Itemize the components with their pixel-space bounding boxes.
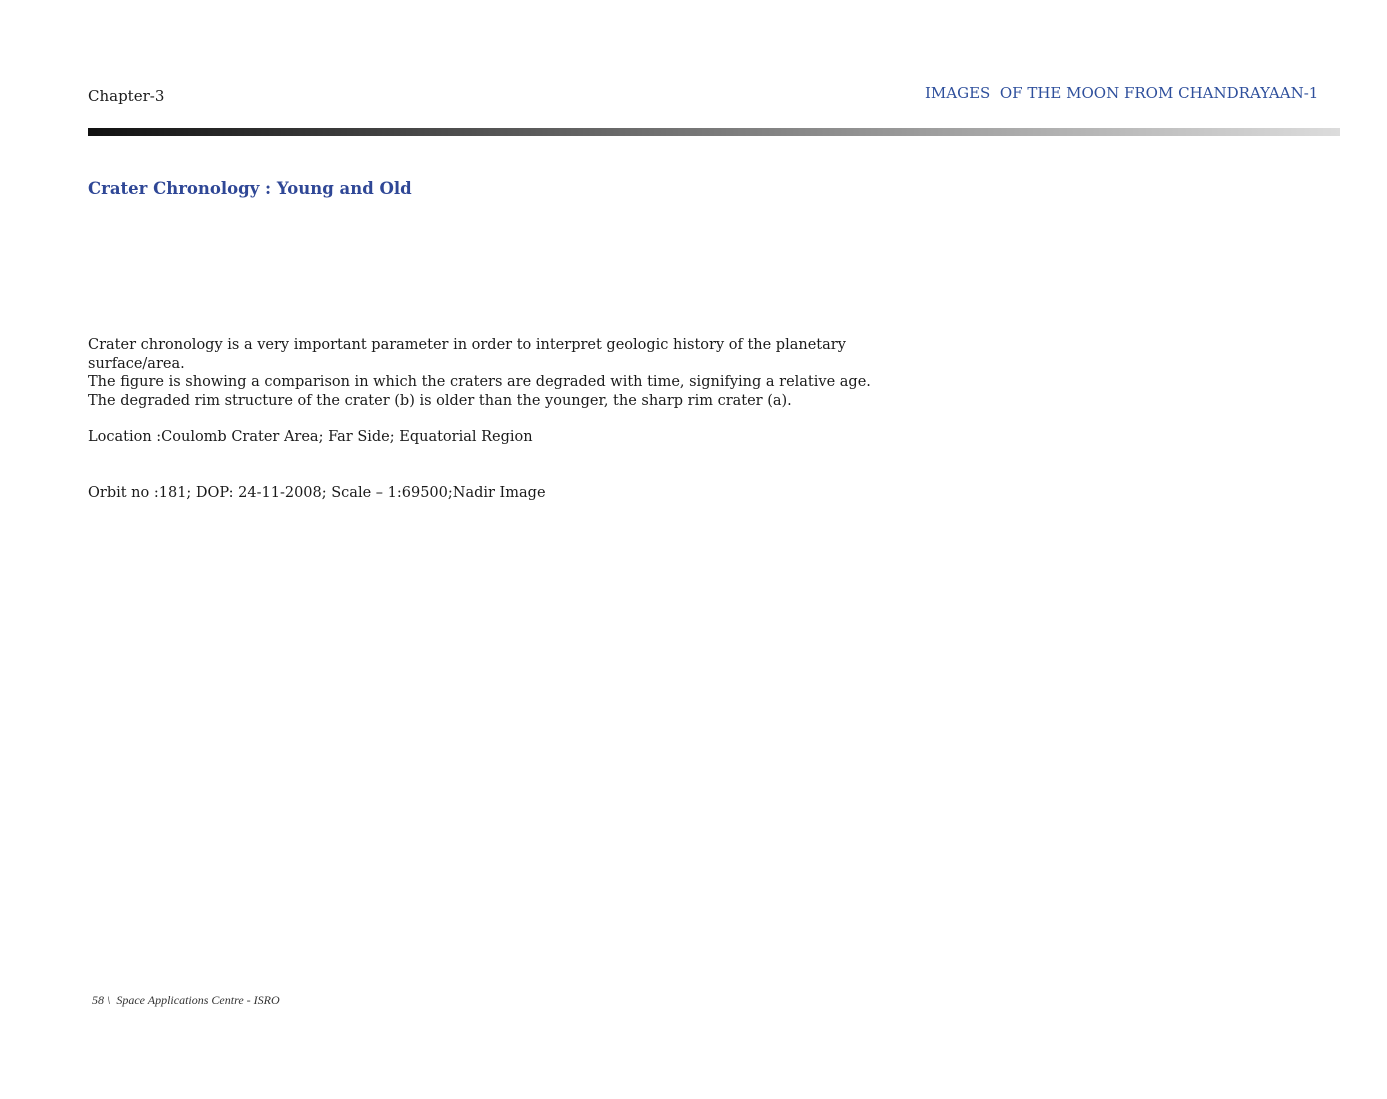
orbit-text: Orbit no :181; DOP: 24-11-2008; Scale – 1:69500;Nadir Image <box>88 485 546 501</box>
header-divider <box>88 128 1340 136</box>
location-text: Location :Coulomb Crater Area; Far Side; Equatorial Region <box>88 429 533 445</box>
section-title: Crater Chronology : Young and Old <box>88 179 412 198</box>
body-text <box>88 336 878 410</box>
page-footer: 58 \ Space Applications Centre - ISRO <box>92 993 280 1007</box>
paragraph: The degraded rim structure of the crater (b) is older than the younger, the sharp rim crater (a). <box>88 392 792 409</box>
chapter-label: Chapter-3 <box>88 87 165 105</box>
running-title: IMAGES OF THE MOON FROM CHANDRAYAAN-1 <box>925 84 1319 102</box>
paragraph: Crater chronology is a very important parameter in order to interpret geologic history of the planetary surface/area. <box>88 337 846 372</box>
paragraph: The figure is showing a comparison in which the craters are degraded with time, signifying a relative age. <box>88 374 871 391</box>
